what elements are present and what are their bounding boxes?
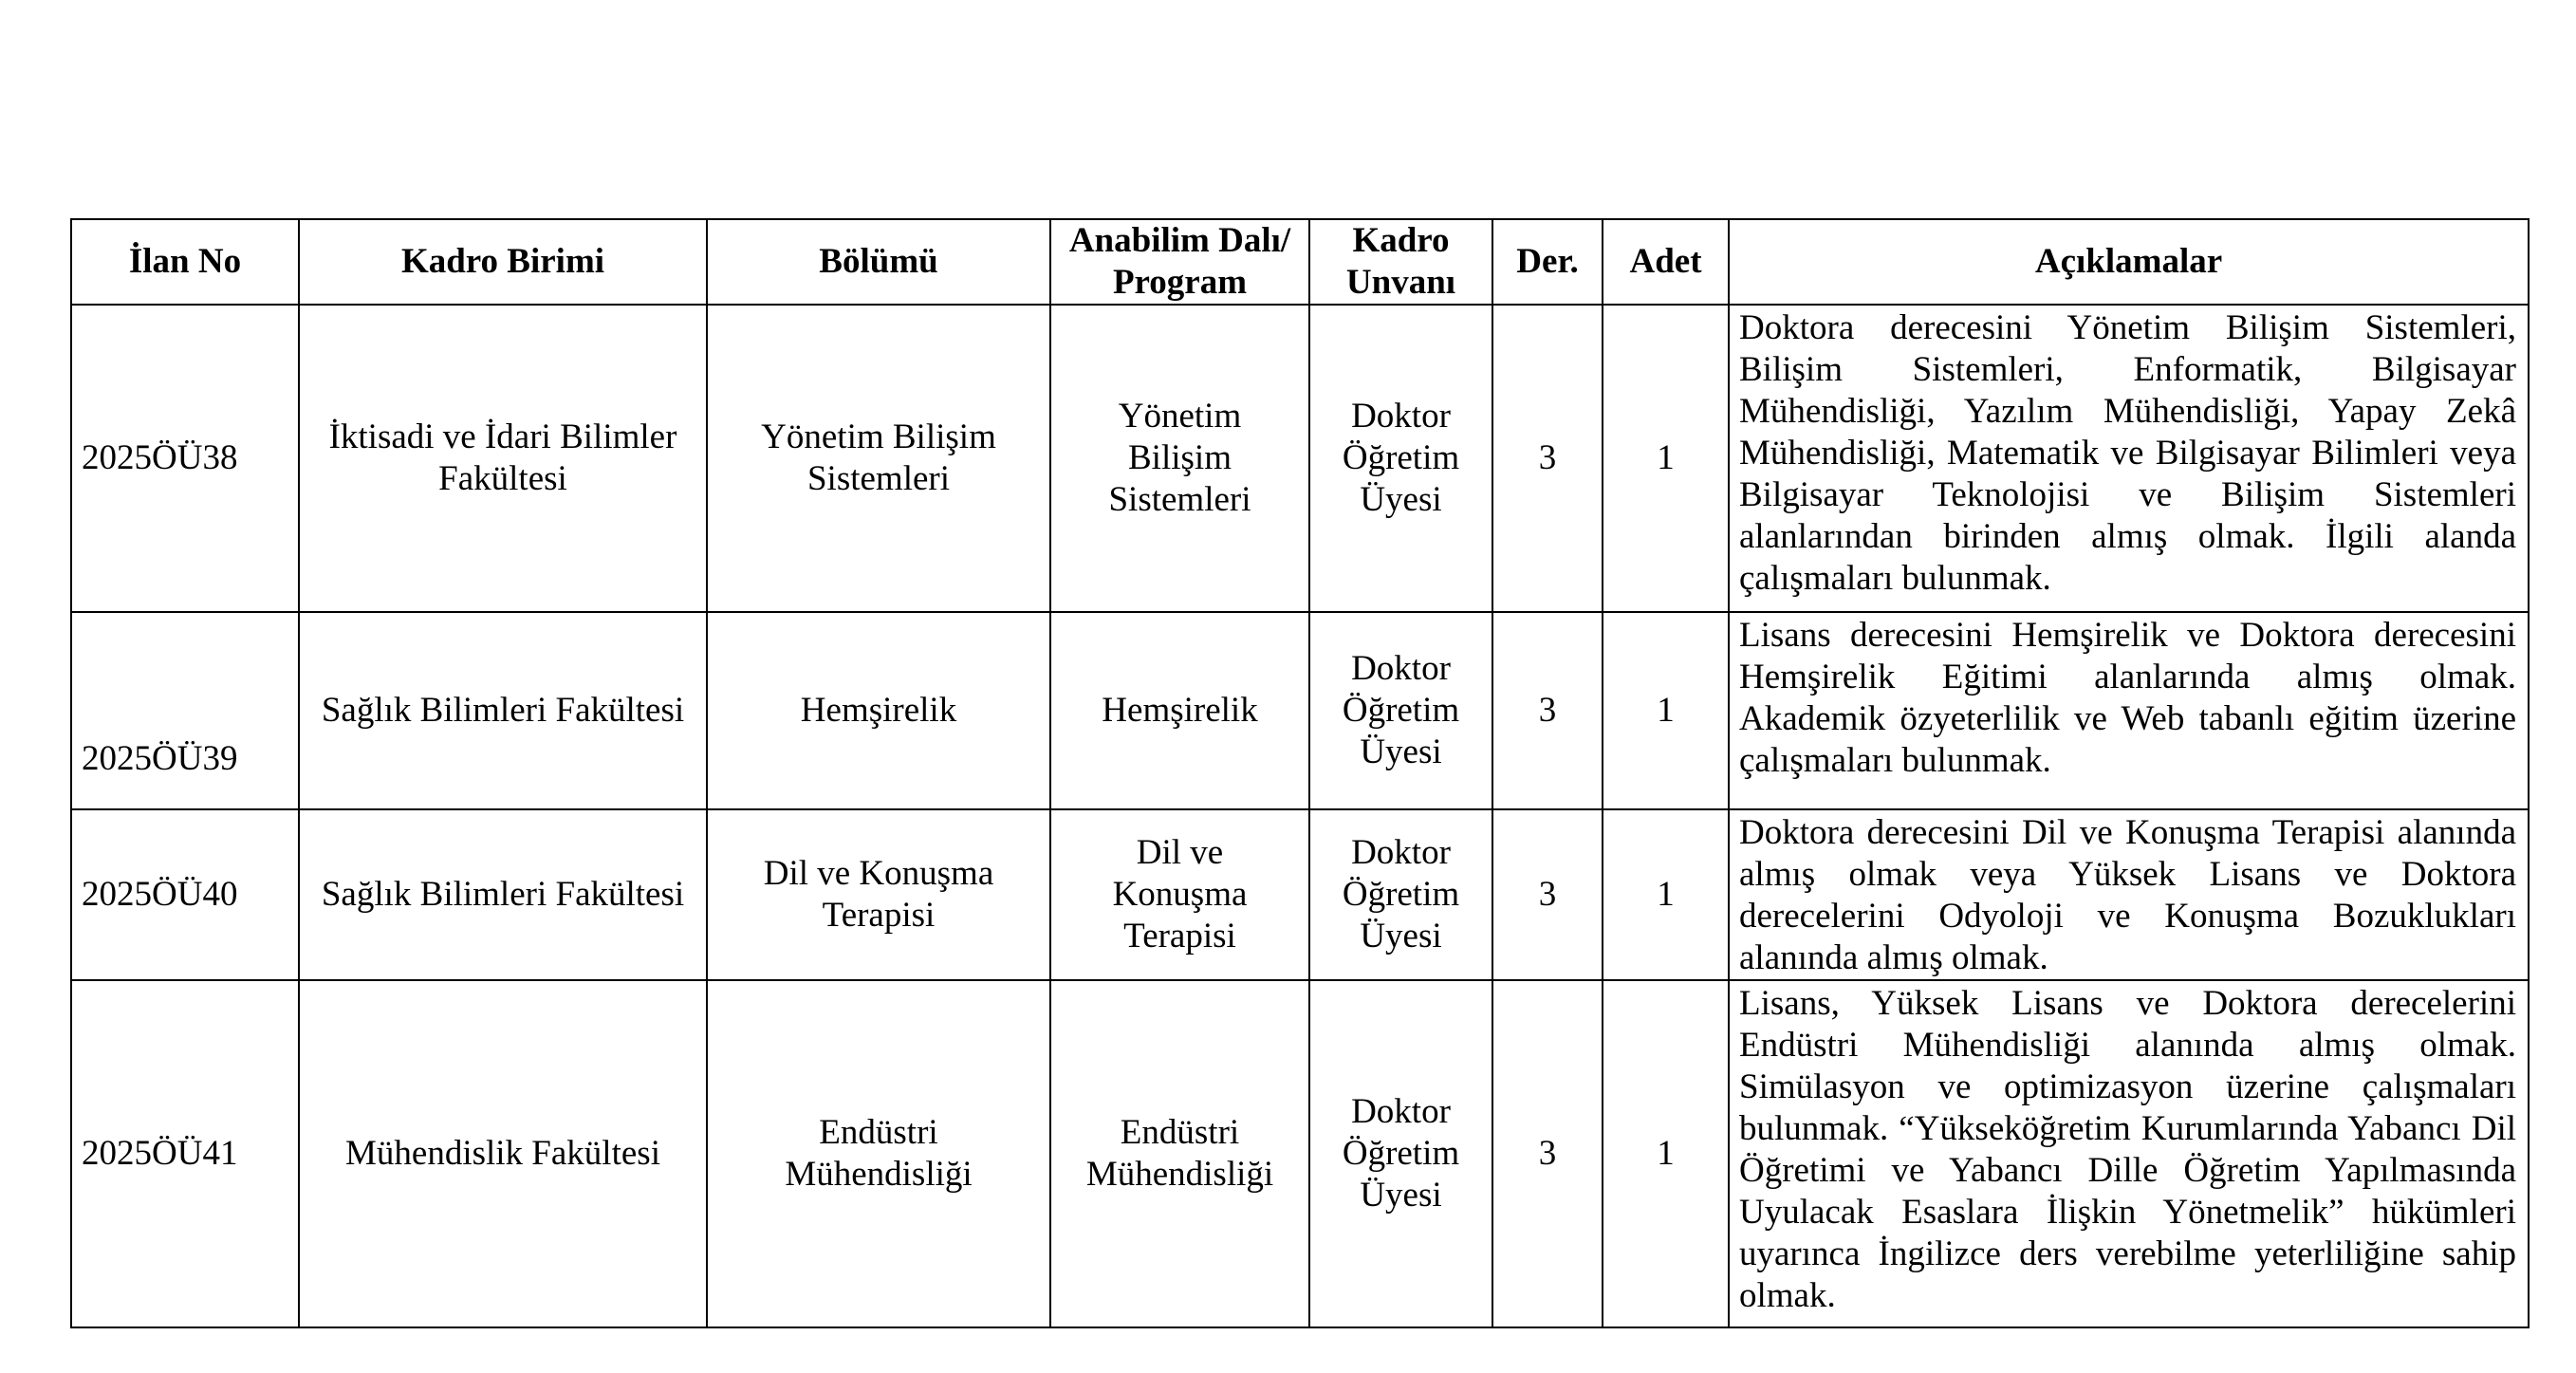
cell-bolumu: Yönetim Bilişim Sistemleri bbox=[707, 305, 1050, 612]
cell-kadro-birimi: Mühendislik Fakültesi bbox=[299, 980, 707, 1327]
cell-derece: 3 bbox=[1492, 612, 1603, 809]
cell-anabilim: Hemşirelik bbox=[1050, 612, 1309, 809]
header-anabilim-dali bbox=[1050, 219, 1309, 305]
header-kadro-unvani bbox=[1309, 219, 1492, 305]
header-anabilim-line2: Program bbox=[1112, 263, 1248, 302]
cell-aciklama: Lisans, Yüksek Lisans ve Doktora derecelerini Endüstri Mühendisliği alanında almış olmak. Simülasyon ve optimizasyon üzerine çalışmaları bulunmak. “Yükseköğretim Kurumlarında Yabancı Dil Öğretimi ve Yabancı Dille Öğretim Yapılmasında Uyulacak Esaslara İlişkin Yönetmelik” hükümleri uyarınca İngilizce ders verebilme yeterliliğine sahip olmak. bbox=[1729, 980, 2529, 1327]
table-row bbox=[71, 980, 2529, 1327]
header-kadro-unvani-line2: Unvanı bbox=[1345, 263, 1456, 302]
cell-aciklama: Doktora derecesini Yönetim Bilişim Sistemleri, Bilişim Sistemleri, Enformatik, Bilgisayar Mühendisliği, Yazılım Mühendisliği, Yapay Zekâ Mühendisliği, Matematik ve Bilgisayar Bilimleri veya Bilgisayar Teknolojisi ve Bilişim Sistemleri alanlarından birinden almış olmak. İlgili alanda çalışmaları bulunmak. bbox=[1729, 305, 2529, 612]
header-derece: Der. bbox=[1492, 219, 1603, 305]
table-header-row bbox=[71, 219, 2529, 305]
header-kadro-unvani-line1: Kadro bbox=[1352, 221, 1450, 260]
header-adet: Adet bbox=[1603, 219, 1729, 305]
cell-anabilim: Endüstri Mühendisliği bbox=[1050, 980, 1309, 1327]
header-bolumu: Bölümü bbox=[707, 219, 1050, 305]
table-row bbox=[71, 305, 2529, 612]
cell-unvan: Doktor Öğretim Üyesi bbox=[1309, 980, 1492, 1327]
cell-bolumu: Dil ve Konuşma Terapisi bbox=[707, 809, 1050, 980]
cell-adet: 1 bbox=[1603, 980, 1729, 1327]
ilan-table bbox=[70, 218, 2530, 1328]
cell-kadro-birimi: Sağlık Bilimleri Fakültesi bbox=[299, 612, 707, 809]
table-row bbox=[71, 612, 2529, 809]
cell-anabilim: Yönetim Bilişim Sistemleri bbox=[1050, 305, 1309, 612]
cell-bolumu: Endüstri Mühendisliği bbox=[707, 980, 1050, 1327]
cell-unvan: Doktor Öğretim Üyesi bbox=[1309, 305, 1492, 612]
cell-aciklama: Doktora derecesini Dil ve Konuşma Terapisi alanında almış olmak veya Yüksek Lisans ve Doktora derecelerini Odyoloji ve Konuşma Bozuklukları alanında almış olmak. bbox=[1729, 809, 2529, 980]
cell-unvan: Doktor Öğretim Üyesi bbox=[1309, 612, 1492, 809]
cell-ilan-no: 2025ÖÜ41 bbox=[71, 980, 299, 1327]
cell-kadro-birimi: Sağlık Bilimleri Fakültesi bbox=[299, 809, 707, 980]
cell-adet: 1 bbox=[1603, 612, 1729, 809]
cell-unvan: Doktor Öğretim Üyesi bbox=[1309, 809, 1492, 980]
header-kadro-birimi: Kadro Birimi bbox=[299, 219, 707, 305]
cell-adet: 1 bbox=[1603, 305, 1729, 612]
cell-derece: 3 bbox=[1492, 980, 1603, 1327]
cell-derece: 3 bbox=[1492, 809, 1603, 980]
header-aciklamalar: Açıklamalar bbox=[1729, 219, 2529, 305]
header-anabilim-line1: Anabilim Dalı/ bbox=[1068, 221, 1291, 260]
cell-derece: 3 bbox=[1492, 305, 1603, 612]
cell-kadro-birimi: İktisadi ve İdari Bilimler Fakültesi bbox=[299, 305, 707, 612]
header-ilan-no: İlan No bbox=[71, 219, 299, 305]
cell-anabilim: Dil ve Konuşma Terapisi bbox=[1050, 809, 1309, 980]
cell-bolumu: Hemşirelik bbox=[707, 612, 1050, 809]
cell-adet: 1 bbox=[1603, 809, 1729, 980]
cell-ilan-no: 2025ÖÜ39 bbox=[71, 612, 299, 809]
cell-ilan-no: 2025ÖÜ38 bbox=[71, 305, 299, 612]
cell-aciklama: Lisans derecesini Hemşirelik ve Doktora derecesini Hemşirelik Eğitimi alanlarında almış olmak. Akademik özyeterlilik ve Web tabanlı eğitim üzerine çalışmaları bulunmak. bbox=[1729, 612, 2529, 809]
table-row bbox=[71, 809, 2529, 980]
cell-ilan-no: 2025ÖÜ40 bbox=[71, 809, 299, 980]
